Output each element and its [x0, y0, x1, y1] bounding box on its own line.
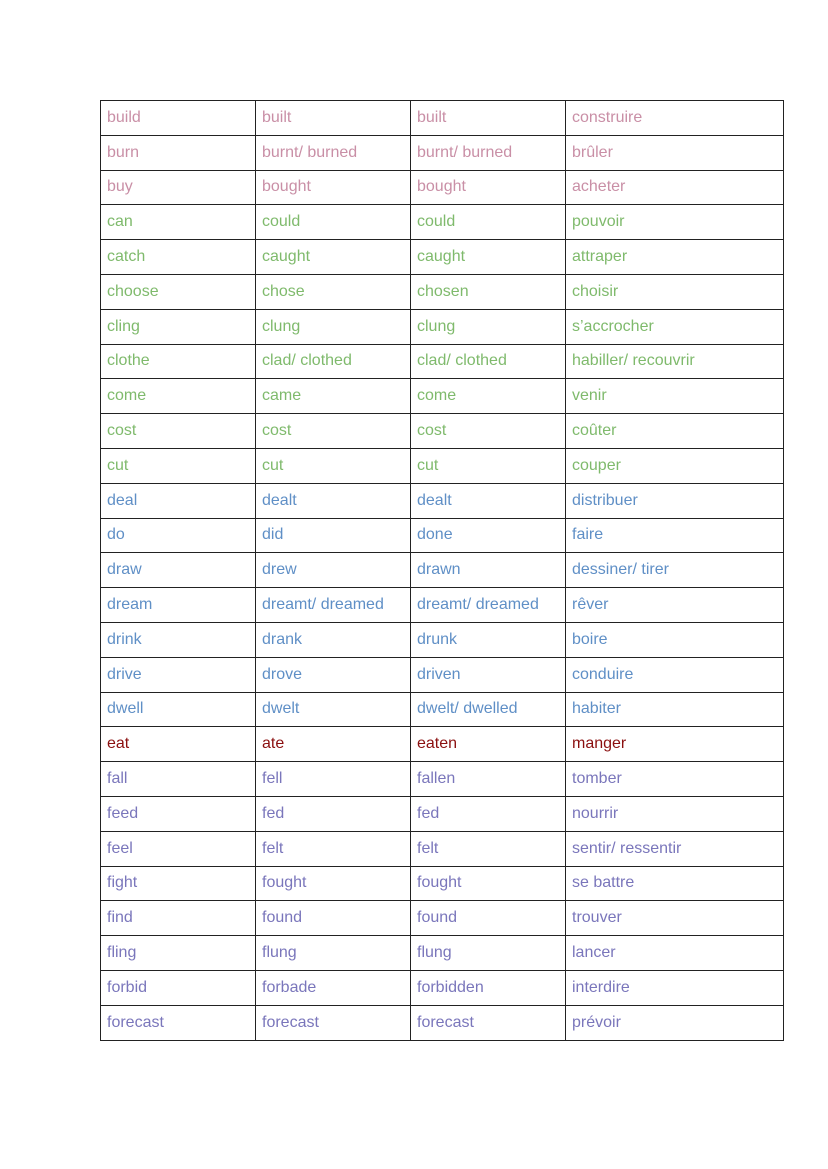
table-row — [101, 866, 784, 901]
past-participle-cell: caught — [411, 240, 566, 275]
past-simple-cell: cut — [256, 448, 411, 483]
past-simple-cell: forbade — [256, 970, 411, 1005]
verb-table-body — [101, 101, 784, 1041]
translation-cell: sentir/ ressentir — [566, 831, 784, 866]
translation-cell: brûler — [566, 135, 784, 170]
past-participle-cell: fought — [411, 866, 566, 901]
past-participle-cell: fed — [411, 796, 566, 831]
infinitive-cell: fight — [101, 866, 256, 901]
past-simple-cell: drew — [256, 553, 411, 588]
past-simple-cell: clad/ clothed — [256, 344, 411, 379]
table-row — [101, 796, 784, 831]
translation-cell: conduire — [566, 657, 784, 692]
translation-cell: manger — [566, 727, 784, 762]
infinitive-cell: deal — [101, 483, 256, 518]
past-participle-cell: could — [411, 205, 566, 240]
past-participle-cell: clad/ clothed — [411, 344, 566, 379]
table-row — [101, 448, 784, 483]
infinitive-cell: forbid — [101, 970, 256, 1005]
translation-cell: nourrir — [566, 796, 784, 831]
translation-cell: faire — [566, 518, 784, 553]
translation-cell: venir — [566, 379, 784, 414]
infinitive-cell: come — [101, 379, 256, 414]
table-row — [101, 692, 784, 727]
past-simple-cell: drove — [256, 657, 411, 692]
past-simple-cell: forecast — [256, 1005, 411, 1040]
translation-cell: couper — [566, 448, 784, 483]
past-simple-cell: came — [256, 379, 411, 414]
infinitive-cell: eat — [101, 727, 256, 762]
past-participle-cell: found — [411, 901, 566, 936]
translation-cell: s’accrocher — [566, 309, 784, 344]
infinitive-cell: cling — [101, 309, 256, 344]
table-row — [101, 657, 784, 692]
infinitive-cell: catch — [101, 240, 256, 275]
infinitive-cell: feel — [101, 831, 256, 866]
past-simple-cell: dealt — [256, 483, 411, 518]
table-row — [101, 379, 784, 414]
past-participle-cell: felt — [411, 831, 566, 866]
past-simple-cell: cost — [256, 414, 411, 449]
infinitive-cell: buy — [101, 170, 256, 205]
translation-cell: lancer — [566, 936, 784, 971]
past-participle-cell: driven — [411, 657, 566, 692]
past-participle-cell: chosen — [411, 274, 566, 309]
past-participle-cell: cut — [411, 448, 566, 483]
table-row — [101, 588, 784, 623]
past-participle-cell: drawn — [411, 553, 566, 588]
infinitive-cell: choose — [101, 274, 256, 309]
table-row — [101, 483, 784, 518]
translation-cell: se battre — [566, 866, 784, 901]
past-simple-cell: fell — [256, 762, 411, 797]
past-participle-cell: dealt — [411, 483, 566, 518]
past-simple-cell: ate — [256, 727, 411, 762]
past-simple-cell: fed — [256, 796, 411, 831]
infinitive-cell: forecast — [101, 1005, 256, 1040]
infinitive-cell: do — [101, 518, 256, 553]
table-row — [101, 135, 784, 170]
past-simple-cell: dreamt/ dreamed — [256, 588, 411, 623]
past-simple-cell: fought — [256, 866, 411, 901]
translation-cell: attraper — [566, 240, 784, 275]
infinitive-cell: drink — [101, 622, 256, 657]
past-participle-cell: burnt/ burned — [411, 135, 566, 170]
past-participle-cell: drunk — [411, 622, 566, 657]
infinitive-cell: feed — [101, 796, 256, 831]
table-row — [101, 553, 784, 588]
past-simple-cell: felt — [256, 831, 411, 866]
table-row — [101, 1005, 784, 1040]
translation-cell: pouvoir — [566, 205, 784, 240]
past-simple-cell: clung — [256, 309, 411, 344]
past-simple-cell: drank — [256, 622, 411, 657]
irregular-verbs-table — [100, 100, 784, 1041]
translation-cell: coûter — [566, 414, 784, 449]
past-participle-cell: flung — [411, 936, 566, 971]
past-participle-cell: fallen — [411, 762, 566, 797]
translation-cell: habiter — [566, 692, 784, 727]
past-participle-cell: done — [411, 518, 566, 553]
infinitive-cell: fling — [101, 936, 256, 971]
translation-cell: boire — [566, 622, 784, 657]
past-participle-cell: clung — [411, 309, 566, 344]
past-simple-cell: found — [256, 901, 411, 936]
past-participle-cell: eaten — [411, 727, 566, 762]
infinitive-cell: burn — [101, 135, 256, 170]
infinitive-cell: find — [101, 901, 256, 936]
translation-cell: rêver — [566, 588, 784, 623]
table-row — [101, 344, 784, 379]
table-row — [101, 101, 784, 136]
translation-cell: trouver — [566, 901, 784, 936]
table-row — [101, 936, 784, 971]
table-row — [101, 831, 784, 866]
infinitive-cell: clothe — [101, 344, 256, 379]
table-row — [101, 762, 784, 797]
infinitive-cell: fall — [101, 762, 256, 797]
translation-cell: tomber — [566, 762, 784, 797]
infinitive-cell: build — [101, 101, 256, 136]
past-simple-cell: could — [256, 205, 411, 240]
translation-cell: interdire — [566, 970, 784, 1005]
table-row — [101, 518, 784, 553]
table-row — [101, 240, 784, 275]
translation-cell: dessiner/ tirer — [566, 553, 784, 588]
infinitive-cell: draw — [101, 553, 256, 588]
past-participle-cell: forbidden — [411, 970, 566, 1005]
past-simple-cell: burnt/ burned — [256, 135, 411, 170]
table-row — [101, 309, 784, 344]
infinitive-cell: dwell — [101, 692, 256, 727]
translation-cell: habiller/ recouvrir — [566, 344, 784, 379]
past-participle-cell: come — [411, 379, 566, 414]
translation-cell: choisir — [566, 274, 784, 309]
translation-cell: distribuer — [566, 483, 784, 518]
translation-cell: construire — [566, 101, 784, 136]
past-simple-cell: dwelt — [256, 692, 411, 727]
past-simple-cell: flung — [256, 936, 411, 971]
table-row — [101, 274, 784, 309]
table-row — [101, 970, 784, 1005]
past-participle-cell: bought — [411, 170, 566, 205]
translation-cell: prévoir — [566, 1005, 784, 1040]
past-participle-cell: built — [411, 101, 566, 136]
table-row — [101, 727, 784, 762]
translation-cell: acheter — [566, 170, 784, 205]
infinitive-cell: drive — [101, 657, 256, 692]
infinitive-cell: cost — [101, 414, 256, 449]
past-simple-cell: did — [256, 518, 411, 553]
past-simple-cell: chose — [256, 274, 411, 309]
table-row — [101, 901, 784, 936]
infinitive-cell: dream — [101, 588, 256, 623]
table-row — [101, 622, 784, 657]
table-row — [101, 414, 784, 449]
past-participle-cell: forecast — [411, 1005, 566, 1040]
past-participle-cell: dwelt/ dwelled — [411, 692, 566, 727]
table-row — [101, 205, 784, 240]
infinitive-cell: can — [101, 205, 256, 240]
past-participle-cell: cost — [411, 414, 566, 449]
past-simple-cell: built — [256, 101, 411, 136]
past-simple-cell: caught — [256, 240, 411, 275]
past-participle-cell: dreamt/ dreamed — [411, 588, 566, 623]
table-row — [101, 170, 784, 205]
past-simple-cell: bought — [256, 170, 411, 205]
infinitive-cell: cut — [101, 448, 256, 483]
